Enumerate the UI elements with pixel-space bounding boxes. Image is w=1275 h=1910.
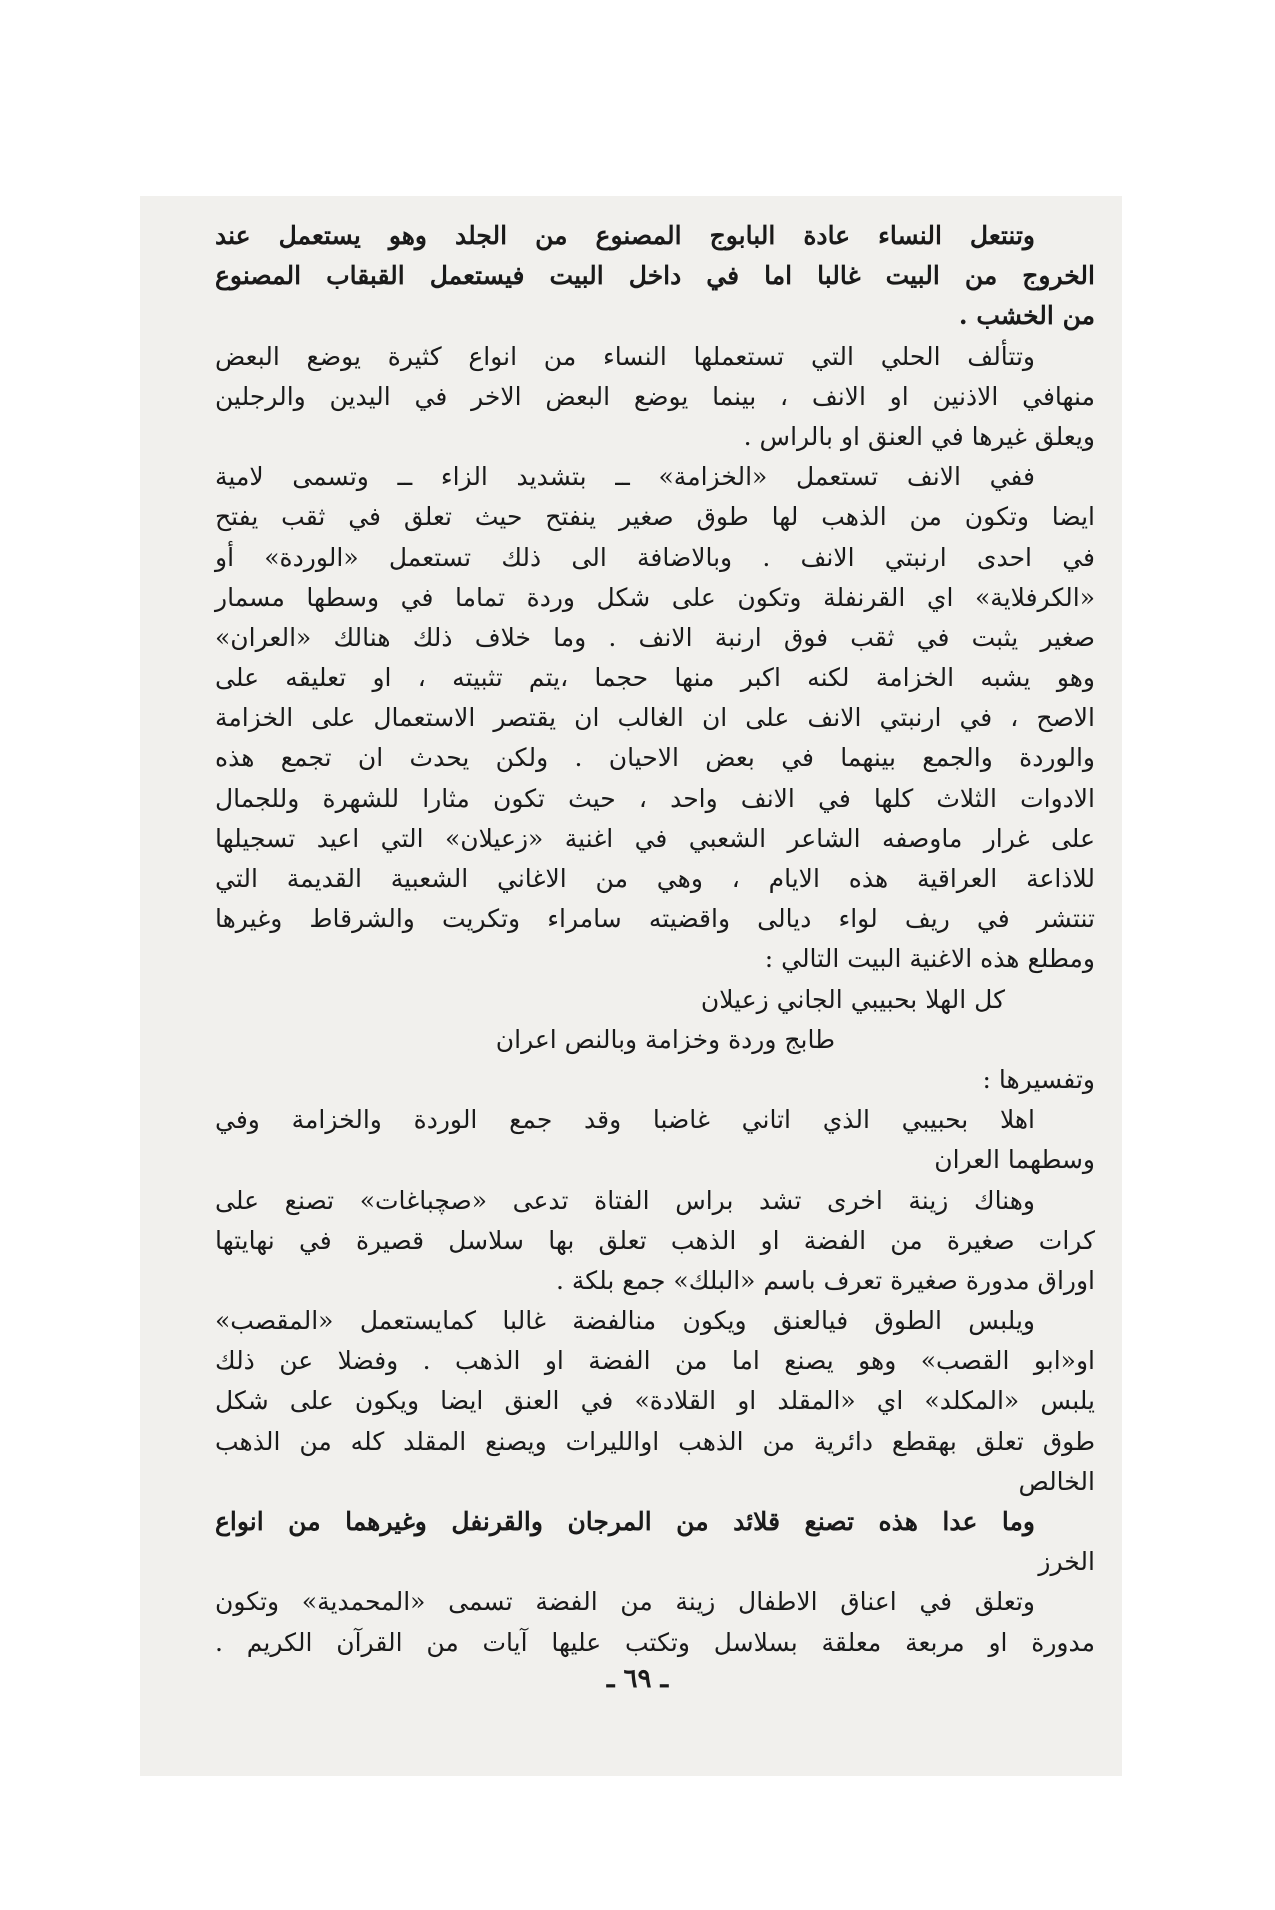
text-line: الخرز — [1038, 1547, 1095, 1577]
text-line: ويعلق غيرها في العنق او بالراس . — [743, 421, 1095, 451]
text-line: وتتألف الحلي التي تستعملها النساء من انواع كثيرة يوضع البعض — [215, 341, 1035, 371]
text-line: ففي الانف تستعمل «الخزامة» ــ بتشديد الزاء ــ وتسمى لامية — [215, 462, 1035, 492]
text-line: اوراق مدورة صغيرة تعرف باسم «البلك» جمع بلكة . — [555, 1265, 1095, 1295]
page-number: ـ ٦٩ ـ — [606, 1664, 669, 1694]
text-line: ايضا وتكون من الذهب لها طوق صغير ينفتح حيث تعلق في ثقب يفتح — [215, 502, 1095, 532]
text-line: طوق تعلق بهقطع دائرية من الذهب اوالليرات ويصنع المقلد كله من الذهب — [215, 1426, 1095, 1456]
text-line: كرات صغيرة من الفضة او الذهب تعلق بها سلاسل قصيرة في نهايتها — [215, 1225, 1095, 1255]
text-line: الاصح ، في ارنبتي الانف على ان الغالب ان يقتصر الاستعمال على الخزامة — [215, 703, 1095, 733]
text-line: منهافي الاذنين او الانف ، بينما يوضع البعض الاخر في اليدين والرجلين — [215, 381, 1095, 411]
text-line: وتعلق في اعناق الاطفال زينة من الفضة تسمى «المحمدية» وتكون — [215, 1587, 1035, 1617]
verse-line: طابج وردة وخزامة وبالنص اعران — [495, 1024, 835, 1054]
text-line: وما عدا هذه تصنع قلائد من المرجان والقرنفل وغيرهما من انواع — [215, 1507, 1035, 1536]
text-line: صغير يثبت في ثقب فوق ارنبة الانف . وما خلاف ذلك هنالك «العران» — [215, 622, 1095, 652]
text-line: وتفسيرها : — [982, 1064, 1095, 1094]
text-line: وسطهما العران — [934, 1145, 1095, 1175]
text-line: من الخشب . — [958, 301, 1095, 331]
text-line: الادوات الثلاث كلها في الانف واحد ، حيث تكون مثارا للشهرة وللجمال — [215, 783, 1095, 813]
text-line: في احدى ارنبتي الانف . وبالاضافة الى ذلك تستعمل «الوردة» أو — [215, 542, 1095, 572]
text-line: الخالص — [1018, 1466, 1095, 1496]
page-body — [215, 216, 1095, 1663]
text-line: يلبس «المكلد» اي «المقلد او القلادة» في العنق ايضا ويكون على شكل — [215, 1386, 1095, 1416]
text-line: على غرار ماوصفه الشاعر الشعبي في اغنية «زعيلان» التي اعيد تسجيلها — [215, 823, 1095, 853]
text-line: ويلبس الطوق فيالعنق ويكون منالفضة غالبا كمايستعمل «المقصب» — [215, 1306, 1035, 1336]
text-line: وهناك زينة اخرى تشد براس الفتاة تدعى «صچباغات» تصنع على — [215, 1185, 1035, 1215]
text-line: «الكرفلاية» اي القرنفلة وتكون على شكل وردة تماما في وسطها مسمار — [215, 582, 1095, 612]
text-line: ومطلع هذه الاغنية البيت التالي : — [764, 944, 1095, 974]
text-line: والوردة والجمع بينهما في بعض الاحيان . ولكن يحدث ان تجمع هذه — [215, 743, 1095, 773]
text-line: وتنتعل النساء عادة البابوج المصنوع من الجلد وهو يستعمل عند — [215, 221, 1035, 250]
text-line: اهلا بحبيبي الذي اتاني غاضبا وقد جمع الوردة والخزامة وفي — [215, 1105, 1035, 1135]
text-line: الخروج من البيت غالبا اما في داخل البيت فيستعمل القبقاب المصنوع — [215, 261, 1095, 291]
text-line: مدورة او مربعة معلقة بسلاسل وتكتب عليها آيات من القرآن الكريم . — [215, 1627, 1095, 1657]
text-line: للاذاعة العراقية هذه الايام ، وهي من الاغاني الشعبية القديمة التي — [215, 864, 1095, 893]
text-line: تنتشر في ريف لواء ديالى واقضيته سامراء وتكريت والشرقاط وغيرها — [215, 904, 1095, 934]
text-line: وهو يشبه الخزامة لكنه اكبر منها حجما ،يتم تثبيته ، او تعليقه على — [215, 663, 1095, 693]
verse-line: كل الهلا بحبيبي الجاني زعيلان — [700, 984, 1005, 1014]
text-line: او«ابو القصب» وهو يصنع اما من الفضة او الذهب . وفضلا عن ذلك — [215, 1346, 1095, 1376]
